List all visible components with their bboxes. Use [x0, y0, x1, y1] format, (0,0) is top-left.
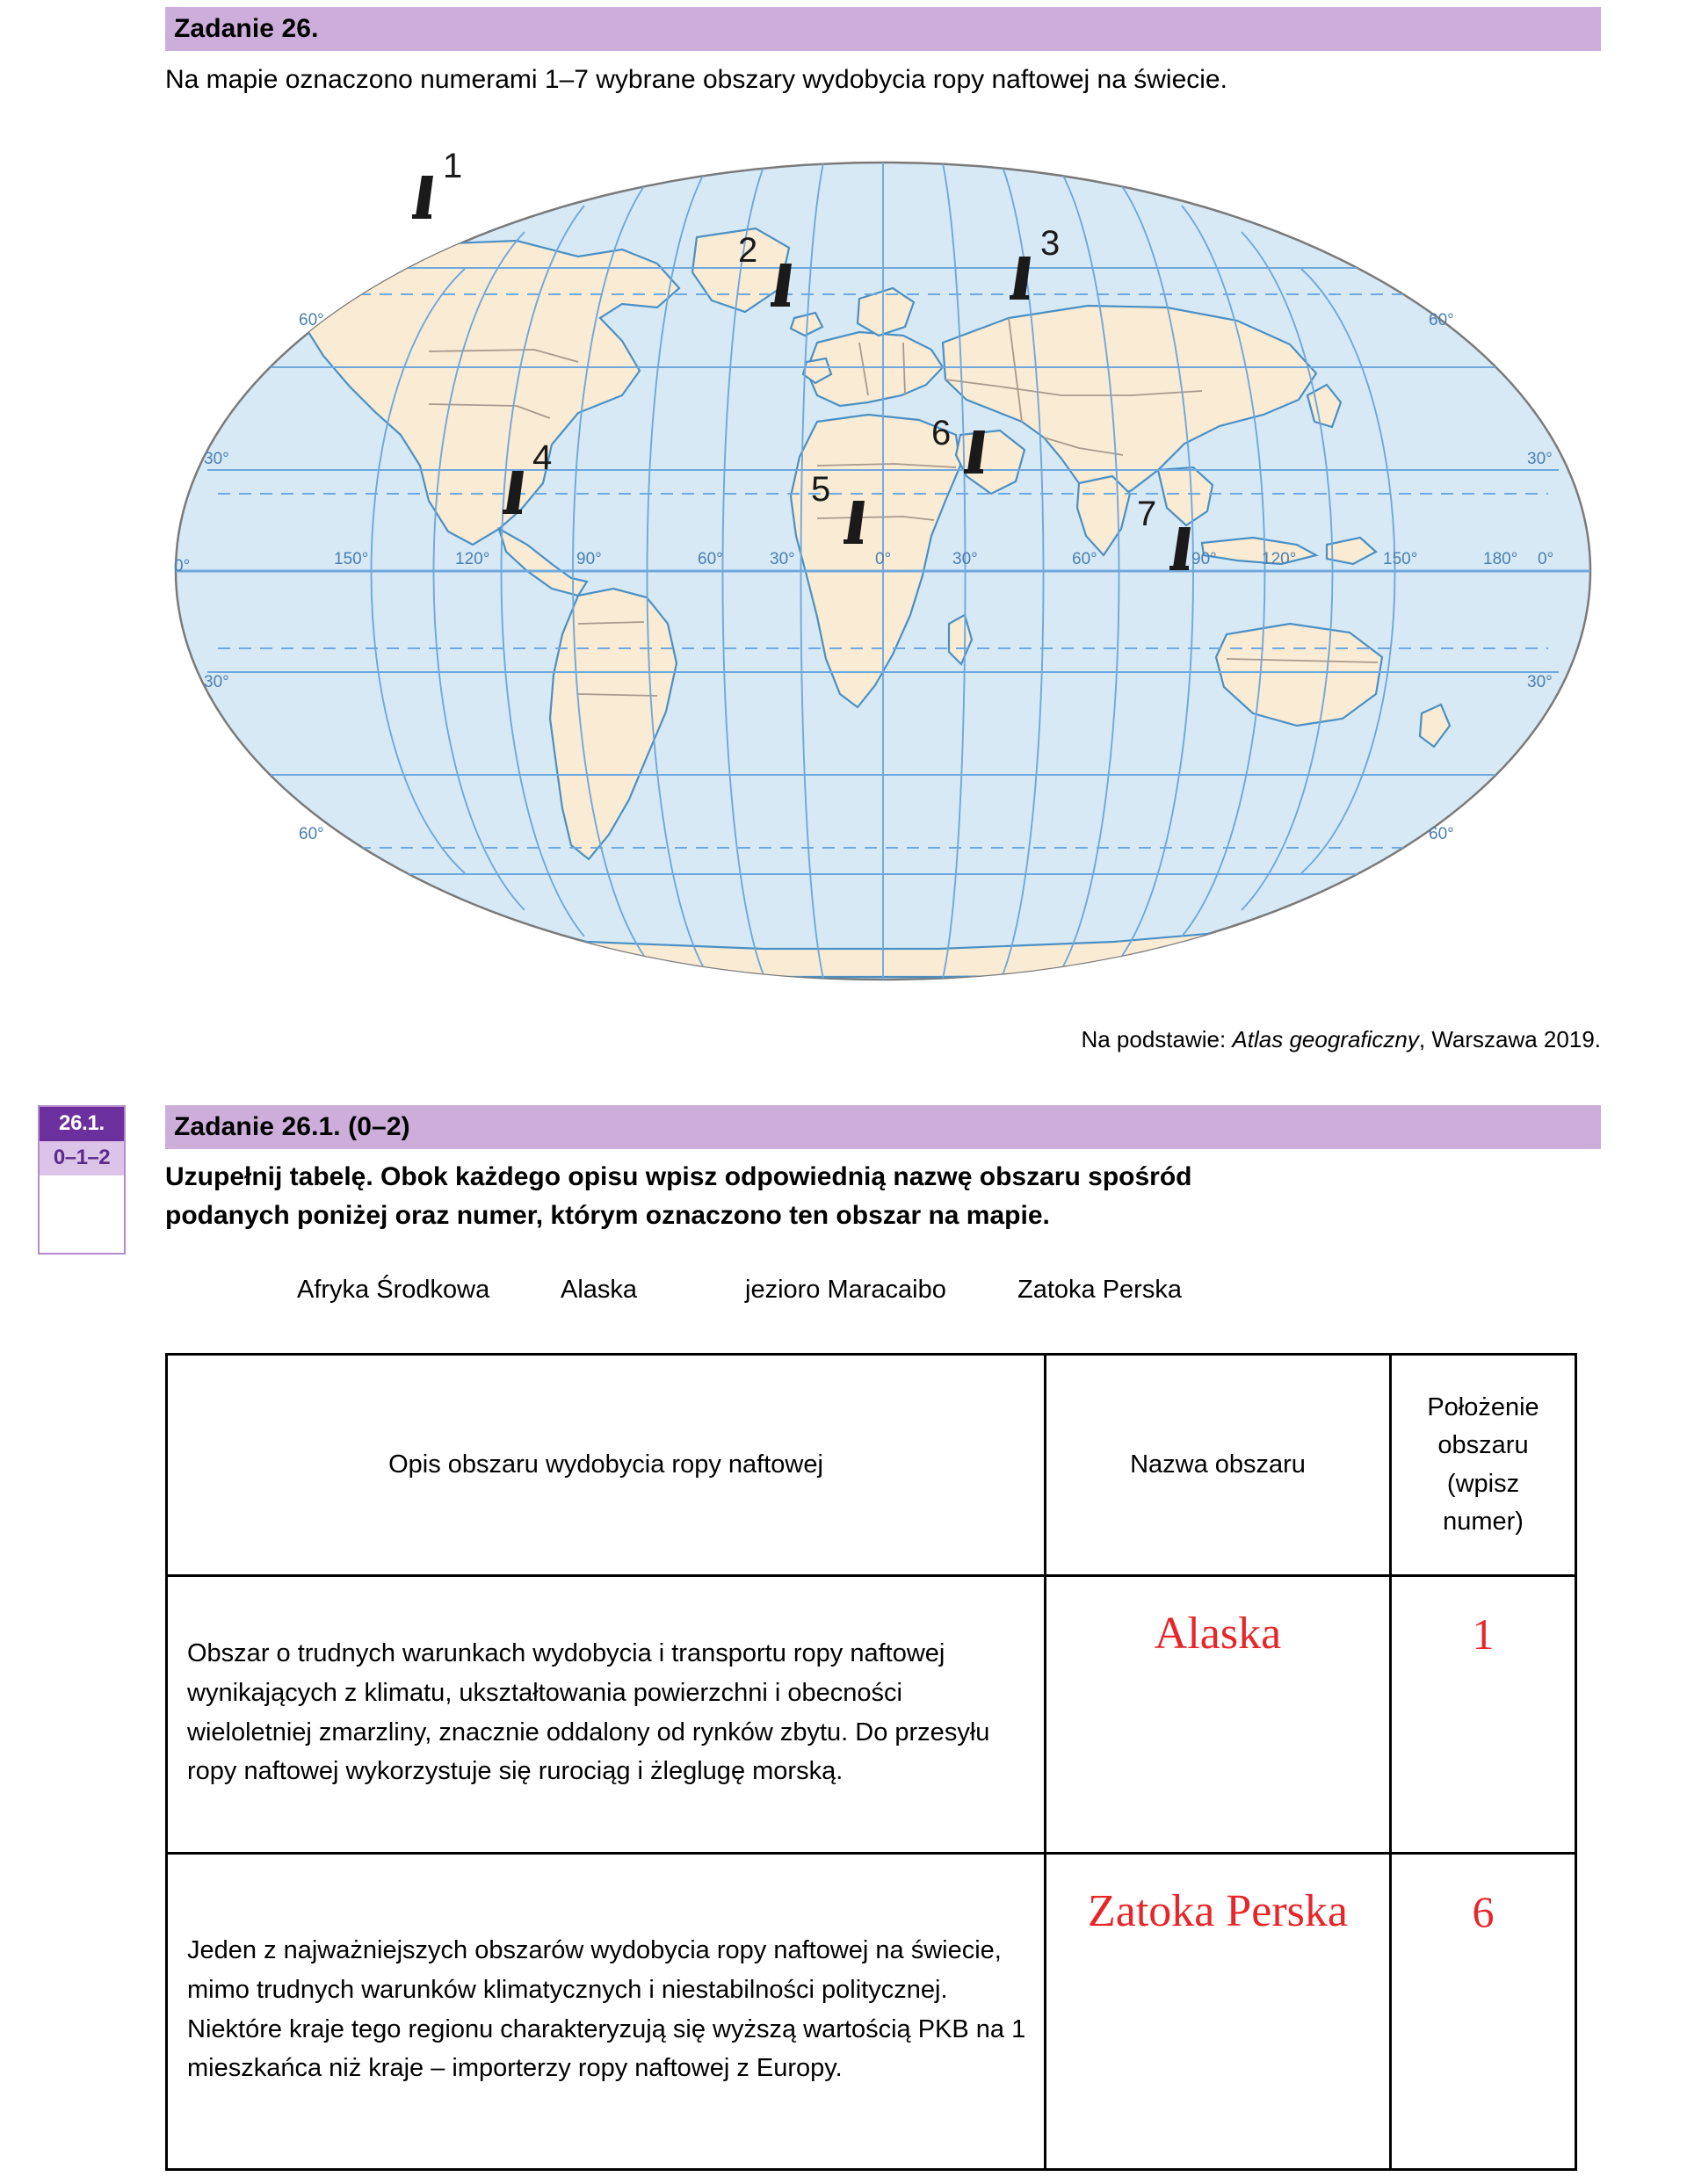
task-26-intro-text: Na mapie oznaczono numerami 1–7 wybrane obszary wydobycia ropy naftowej na świecie.	[165, 65, 1227, 94]
marker-label-1: 1	[443, 147, 463, 185]
lon-label: 180°	[1483, 550, 1518, 568]
lon-label: 30°	[770, 550, 795, 568]
oil-derrick-marker-1[interactable]	[412, 147, 462, 219]
lon-label: 120°	[455, 550, 490, 568]
lon-label: 90°	[576, 550, 602, 568]
attribution-title: Atlas geograficzny	[1232, 1026, 1419, 1052]
subtask-26-1-header-bar	[165, 1105, 1601, 1149]
header-position-line-3: (wpisz	[1446, 1469, 1520, 1498]
task-26-block	[165, 7, 1601, 99]
answer-option-bank	[165, 1276, 1601, 1305]
header-description: Opis obszaru wydobycia ropy naftowej	[167, 1355, 1046, 1576]
lon-label: 60°	[698, 550, 723, 568]
scoring-gutter-box	[38, 1105, 126, 1255]
gutter-score-entry-field[interactable]	[40, 1175, 124, 1253]
world-oil-map	[165, 132, 1601, 1010]
lat-label-right: 30°	[1527, 450, 1553, 468]
marker-label-4: 4	[532, 438, 553, 477]
option-alaska[interactable]: Alaska	[561, 1276, 638, 1304]
gutter-task-number: 26.1.	[40, 1107, 124, 1141]
marker-label-5: 5	[811, 470, 831, 509]
table-row	[167, 1854, 1576, 2170]
lat-label-left: 30°	[204, 673, 229, 691]
lat-label-left: 60°	[299, 825, 324, 843]
row-answer-name[interactable]: Zatoka Perska	[1046, 1854, 1391, 2170]
attribution-suffix: , Warszawa 2019.	[1418, 1026, 1601, 1052]
lon-label: 60°	[1072, 550, 1097, 568]
table-row	[167, 1576, 1576, 1854]
subtask-26-1-block	[165, 1105, 1601, 1236]
table-header-row	[167, 1355, 1576, 1576]
marker-label-6: 6	[931, 414, 952, 452]
option-zatoka-perska[interactable]: Zatoka Perska	[1017, 1276, 1182, 1304]
lat-label-right: 60°	[1429, 311, 1454, 329]
lon-label: 0°	[875, 550, 892, 568]
header-position-line-4: numer)	[1443, 1508, 1524, 1536]
lat-label-right: 60°	[1429, 825, 1454, 843]
subtask-26-1-header-label: Zadanie 26.1. (0–2)	[174, 1112, 410, 1141]
task-26-header-bar	[165, 7, 1601, 51]
map-source-attribution	[165, 1026, 1601, 1053]
lon-label: 90°	[1191, 550, 1217, 568]
row-answer-number[interactable]: 6	[1391, 1854, 1576, 2170]
lon-label-east: 0°	[1538, 550, 1554, 568]
header-area-name: Nazwa obszaru	[1046, 1355, 1391, 1576]
lon-label: 30°	[952, 550, 978, 568]
option-afryka-srodkowa[interactable]: Afryka Środkowa	[297, 1276, 490, 1304]
header-area-position	[1391, 1355, 1576, 1576]
lon-label: 150°	[334, 550, 369, 568]
option-jezioro-maracaibo[interactable]: jezioro Maracaibo	[745, 1276, 946, 1304]
gutter-points-scale: 0–1–2	[40, 1141, 124, 1175]
lat-label-left: 0°	[174, 557, 191, 575]
attribution-prefix: Na podstawie:	[1081, 1026, 1233, 1052]
instruction-line-2: podanych poniżej oraz numer, którym oznaczono ten obszar na mapie.	[165, 1201, 1050, 1231]
lat-label-left: 30°	[204, 450, 229, 468]
marker-label-3: 3	[1040, 224, 1061, 263]
row-description: Jeden z najważniejszych obszarów wydobycia ropy naftowej na świecie, mimo trudnych warunków klimatycznych i niestabilności politycznej. Niektóre kraje tego regionu charakteryzują się wyższą wartością PKB na 1 mieszkańca niż kraje – importerzy ropy naftowej z Europy.	[167, 1854, 1046, 2170]
row-description: Obszar o trudnych warunkach wydobycia i transportu ropy naftowej wynikających z klimatu, ukształtowania powierzchni i obecności wieloletniej zmarzliny, znacznie oddalony od rynków zbytu. Do przesyłu ropy naftowej wykorzystuje się rurociąg i żleglugę morską.	[167, 1576, 1046, 1854]
world-map-svg	[165, 132, 1601, 1010]
header-position-line-2: obszaru	[1437, 1431, 1529, 1459]
lon-label: 120°	[1262, 550, 1297, 568]
subtask-26-1-instruction	[165, 1158, 1601, 1236]
marker-label-7: 7	[1137, 495, 1157, 533]
instruction-line-1: Uzupełnij tabelę. Obok każdego opisu wpisz odpowiednią nazwę obszaru spośród	[165, 1162, 1192, 1191]
row-answer-number[interactable]: 1	[1391, 1576, 1576, 1854]
answer-table	[165, 1353, 1577, 2171]
lat-label-left: 60°	[299, 311, 324, 329]
header-position-line-1: Położenie	[1427, 1392, 1539, 1421]
row-answer-name[interactable]: Alaska	[1046, 1576, 1391, 1854]
lat-label-right: 30°	[1527, 673, 1553, 691]
lon-label: 150°	[1383, 550, 1418, 568]
task-26-header-label: Zadanie 26.	[174, 14, 319, 43]
marker-label-2: 2	[738, 231, 758, 270]
